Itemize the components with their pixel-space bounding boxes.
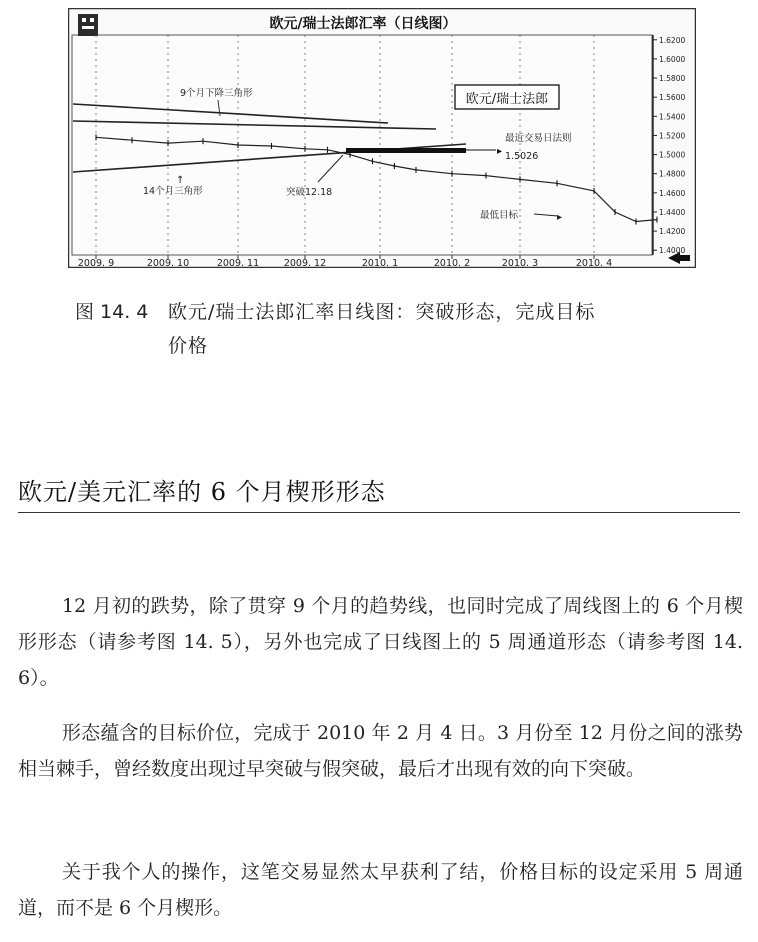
y-tick-label: 1.6200 (659, 35, 686, 45)
y-tick-label: 1.4200 (659, 227, 686, 237)
pair-label: 欧元/瑞士法郎 (465, 92, 549, 107)
figure-caption (75, 295, 715, 363)
last-day-rule-bar (346, 148, 466, 153)
annotation-last-day-rule: 最近交易日法则 (505, 133, 572, 144)
chart-title: 欧元/瑞士法郎汇率（日线图） (269, 16, 457, 32)
paragraph-1: 12 月初的跌势，除了贯穿 9 个月的趋势线，也同时完成了周线图上的 6 个月楔形形态（请参考图 14. 5），另外也完成了日线图上的 5 周通道形态（请参考图 14. 6）。 (18, 595, 743, 689)
x-tick-label: 2010. 2 (433, 258, 471, 268)
x-tick-label: 2010. 3 (501, 258, 539, 268)
section-title: 欧元/美元汇率的 6 个月楔形形态 (18, 478, 386, 506)
y-tick-label: 1.4800 (659, 169, 686, 179)
y-tick-label: 1.5400 (659, 112, 686, 122)
paragraph-3: 关于我个人的操作，这笔交易显然太早获利了结，价格目标的设定采用 5 周通道，而不是 6 个月楔形。 (18, 861, 743, 919)
last-day-rule-arrow-icon: ▸ (497, 146, 503, 157)
y-tick-label: 1.4000 (659, 246, 686, 256)
annotation-descending-triangle: 9个月下降三角形 (180, 88, 253, 99)
y-tick-label: 1.5600 (659, 93, 686, 103)
annotation-arrow-icon: ↑ (176, 175, 185, 186)
x-tick-label: 2009. 9 (77, 258, 115, 268)
eurchf-daily-chart (68, 8, 696, 268)
x-tick-label: 2009. 10 (146, 258, 190, 268)
y-tick-label: 1.5200 (659, 131, 686, 141)
y-tick-label: 1.5800 (659, 74, 686, 84)
y-tick-label: 1.5000 (659, 150, 686, 160)
y-tick-label: 1.6000 (659, 54, 686, 64)
title-divider (18, 512, 740, 513)
y-tick-label: 1.4400 (659, 207, 686, 217)
annotation-breakout: 突破12.18 (286, 187, 333, 198)
caption-line2: 价格 (168, 335, 209, 357)
x-tick-label: 2010. 4 (575, 258, 613, 268)
x-tick-label: 2010. 1 (361, 258, 399, 268)
x-tick-label: 2009. 11 (216, 258, 260, 268)
caption-line1: 欧元/瑞士法郎汇率日线图：突破形态，完成目标 (168, 301, 596, 323)
annotation-last-day-value: 1.5026 (505, 151, 539, 162)
plot-area (72, 35, 652, 255)
paragraph-2: 形态蕴含的目标价位，完成于 2010 年 2 月 4 日。3 月份至 12 月份之间的涨势相当棘手，曾经数度出现过早突破与假突破，最后才出现有效的向下突破。 (18, 722, 743, 780)
annotation-triangle: 14个月三角形 (143, 186, 203, 197)
figure-number: 图 14. 4 (75, 301, 149, 323)
annotation-minimum-target: 最低目标 (480, 210, 519, 221)
y-tick-label: 1.4600 (659, 188, 686, 198)
minimum-target-arrow-icon: ▸ (557, 212, 563, 223)
x-tick-label: 2009. 12 (283, 258, 327, 268)
app-logo-icon (78, 14, 98, 36)
